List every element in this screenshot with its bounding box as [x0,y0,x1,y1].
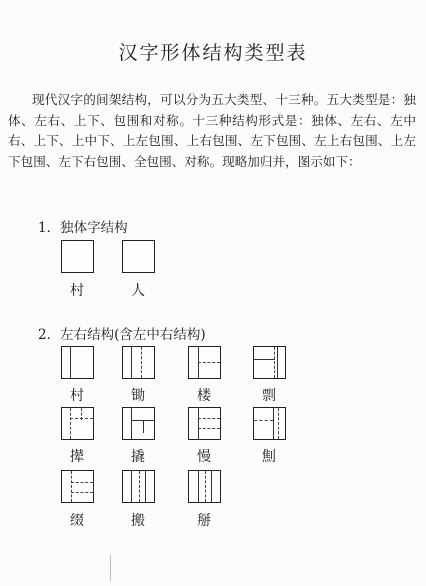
diagram-left-right-box [122,407,155,440]
example-char: 村 [70,283,84,299]
example-char: 撵 [70,449,84,465]
diagram-left-right-box [188,470,221,503]
example-char: 劁 [262,449,276,465]
example-char: 撬 [131,449,145,465]
diagram-single-box [122,240,155,273]
section-heading-single-structure: 1．独体字结构 [38,220,128,236]
diagram-left-right-box [122,346,155,379]
diagram-left-right-box [188,407,221,440]
example-char: 剽 [262,388,276,404]
diagram-left-right-box [253,346,286,379]
intro-paragraph: 现代汉字的间架结构，可以分为五大类型、十三种。五大类型是：独体、左右、上下、包围和对称。十三种结构形式是：独体、左右、左中右、上下、上中下、上左包围、上右包围、左下包围、左上右包围、上左下包围、左下右包围、全包围、对称。现略加归并，图示如下： [8,92,416,169]
diagram-single-box [61,240,94,273]
diagram-left-right-box [122,470,155,503]
diagram-left-right-box [188,346,221,379]
example-char: 掰 [197,513,211,529]
diagram-left-right-box [61,346,94,379]
example-char: 楼 [197,388,211,404]
diagram-left-right-box [61,470,94,503]
example-char: 锄 [131,388,145,404]
diagram-left-right-box [253,407,286,440]
page-fold-mark [110,555,111,581]
section-heading-left-right-structure: 2．左右结构(含左中右结构) [38,327,206,343]
page-title: 汉字形体结构类型表 [118,42,308,64]
example-char: 慢 [197,449,211,465]
diagram-left-right-box [61,407,94,440]
example-char: 人 [131,283,145,299]
example-char: 搬 [131,513,145,529]
example-char: 缀 [70,513,84,529]
example-char: 村 [70,388,84,404]
